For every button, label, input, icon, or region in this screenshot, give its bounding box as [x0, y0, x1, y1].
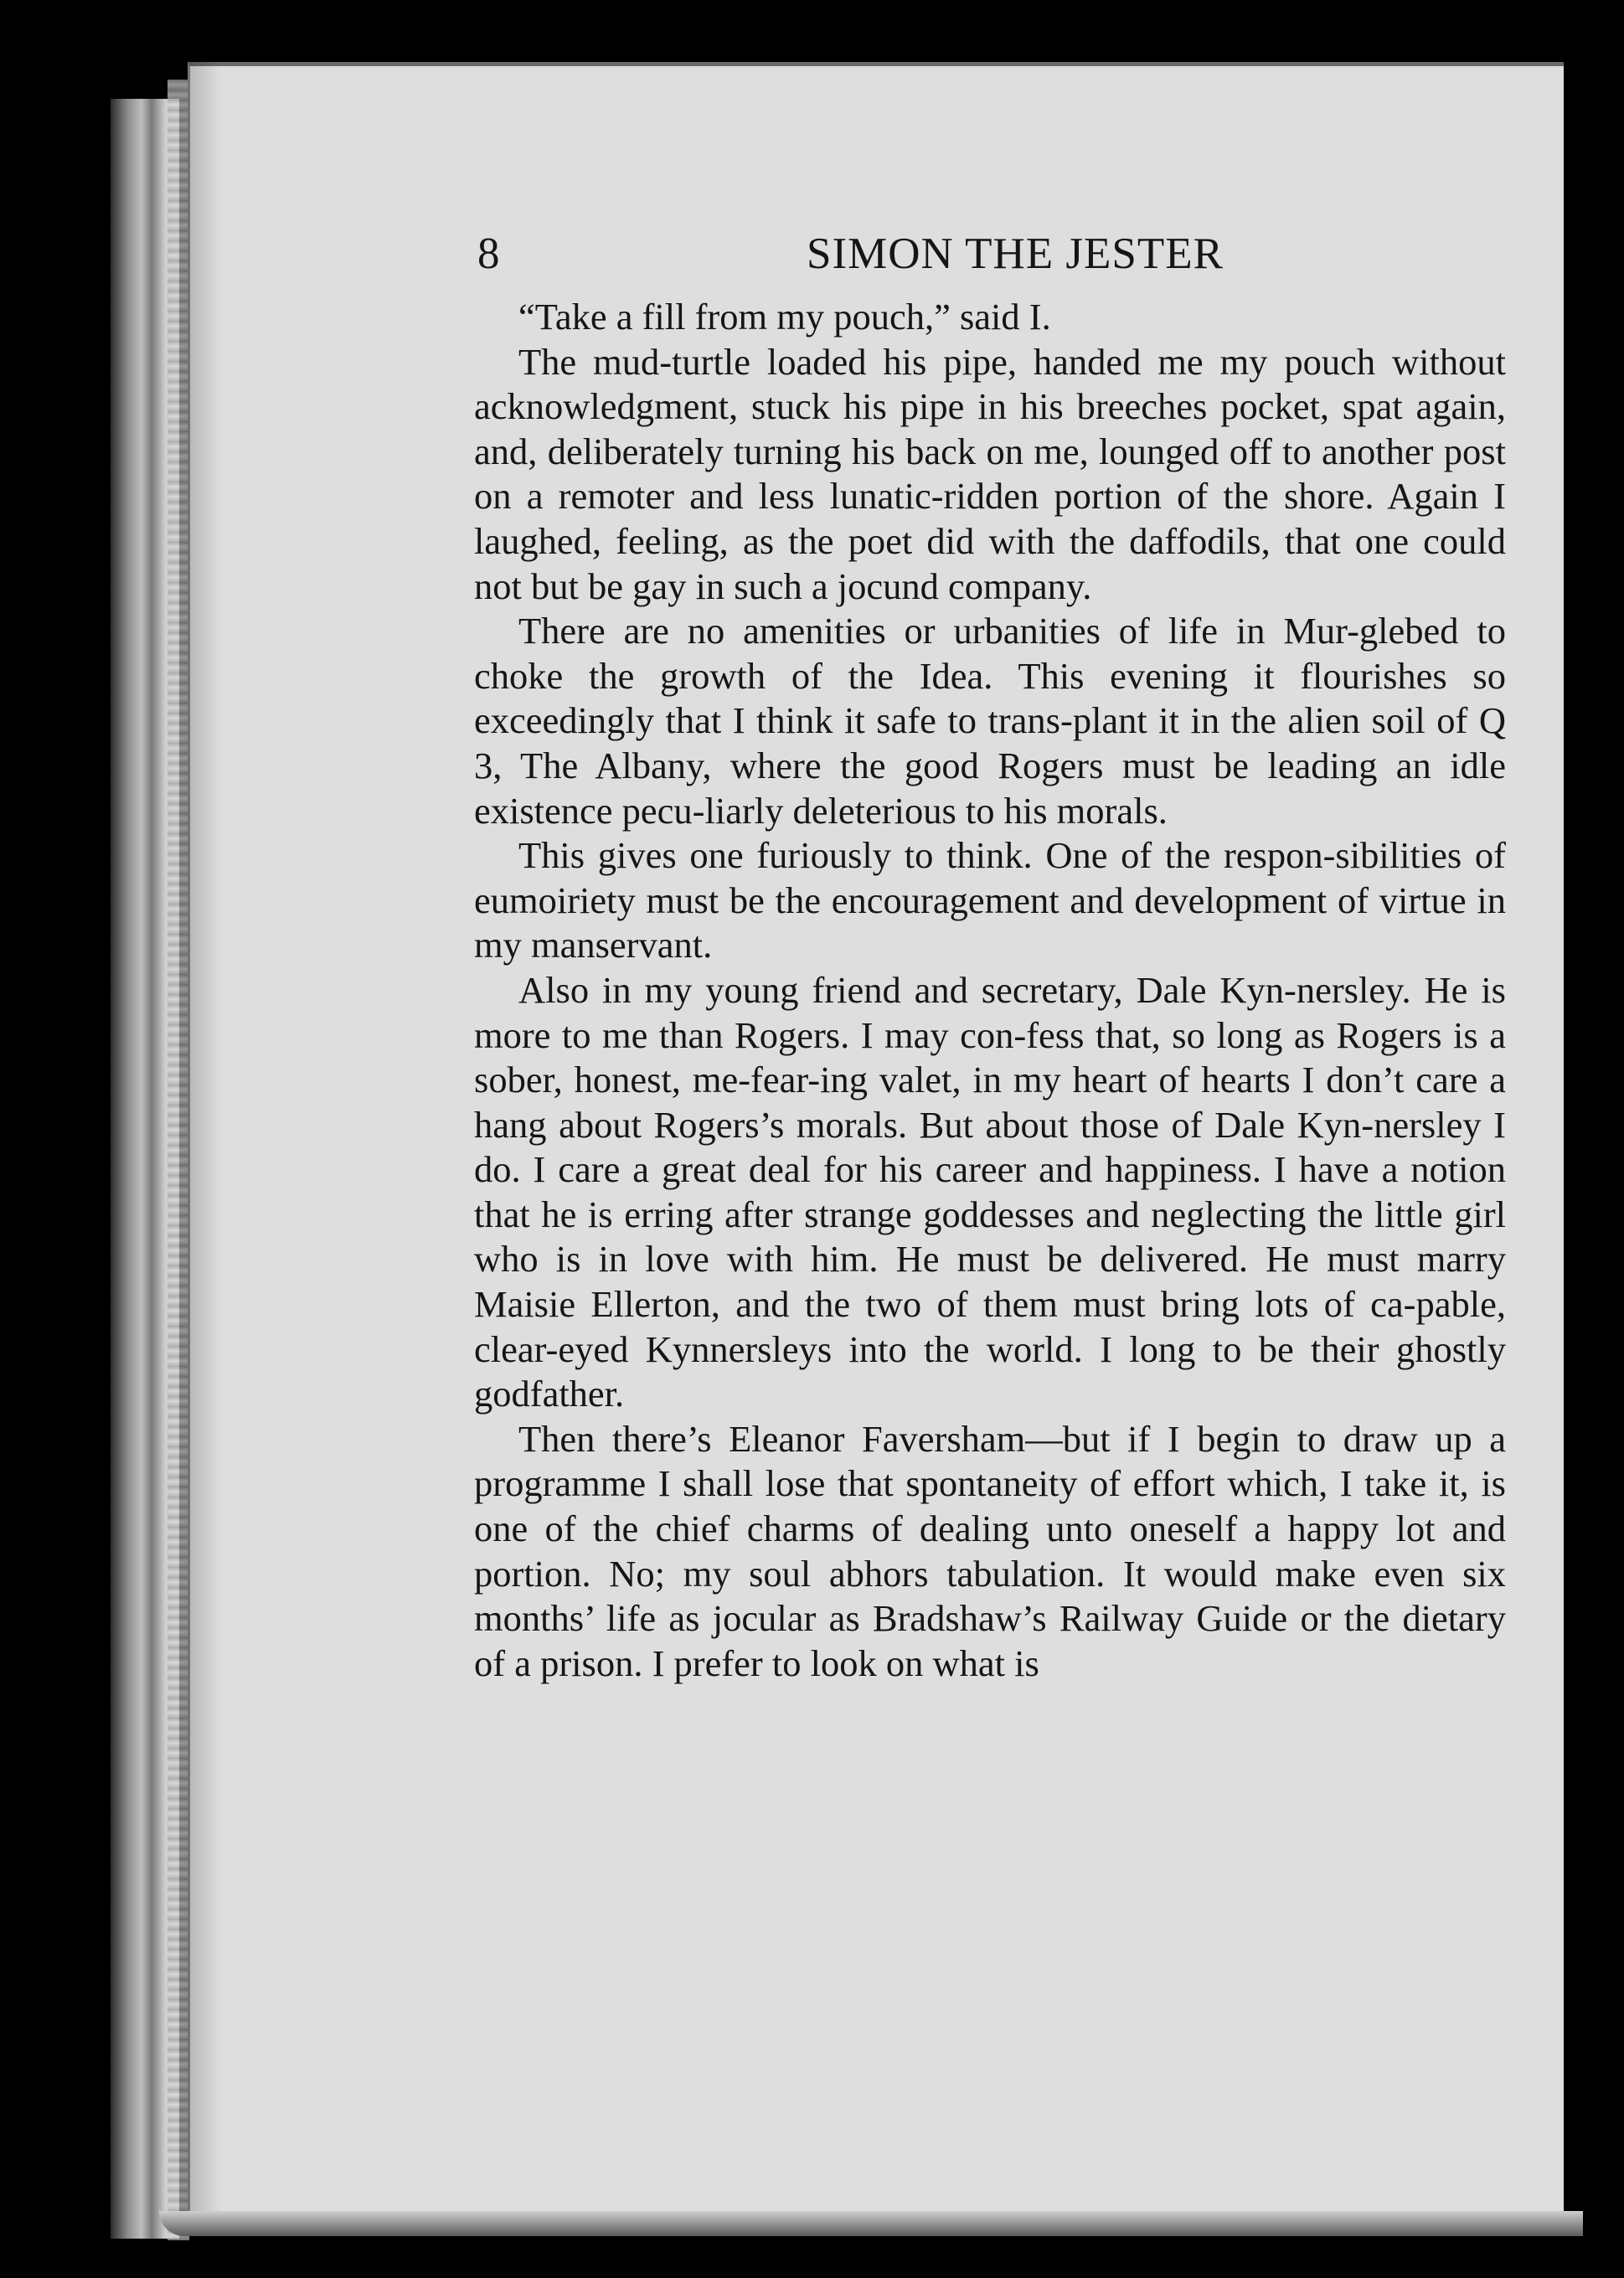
paragraph: The mud-turtle loaded his pipe, handed me my pouch without acknowledgment, stuck his pipe in his breeches pocket, spat again, and, deliberately turning his back on me, lounged off to another post on a remoter and less lunatic-ridden portion of the shore. Again I laughed, feeling, as the poet did with the daffodils, that one could not but be gay in such a jocund company.: [474, 340, 1506, 607]
text-block: [474, 224, 1506, 1686]
running-head: [474, 224, 1506, 283]
book-title: SIMON THE JESTER: [807, 229, 1224, 278]
paragraph: Also in my young friend and secretary, Dale Kyn-nersley. He is more to me than Rogers. I may con-fess that, so long as Rogers is a sober, honest, me-fear-ing valet, in my heart of hearts I don’t care a hang about Rogers’s morals. But about those of Dale Kyn-nersley I do. I care a great deal for his career and happiness. I have a notion that he is erring after strange goddesses and neglecting the little girl who is in love with him. He must be delivered. He must marry Maisie Ellerton, and the two of them must bring lots of ca-pable, clear-eyed Kynnersleys into the world. I long to be their ghostly godfather.: [474, 968, 1506, 1415]
paragraph: There are no amenities or urbanities of life in Mur-glebed to choke the growth of the Idea. This evening it flourishes so exceedingly that I think it safe to trans-plant it in the alien soil of Q 3, The Albany, where the good Rogers must be leading an idle existence pecu-liarly deleterious to his morals.: [474, 610, 1506, 832]
page-number: 8: [477, 229, 500, 278]
gutter-shadow: [188, 62, 221, 2231]
paragraph: This gives one furiously to think. One of the respon-sibilities of eumoiriety must be the encouragement and development of virtue in my manservant.: [474, 834, 1506, 966]
body-text: [474, 295, 1506, 1686]
page-edge-stack: [168, 80, 189, 2240]
page-bottom-edge: [159, 2211, 1583, 2236]
paragraph: Then there’s Eleanor Faversham—but if I begin to draw up a programme I shall lose that spontaneity of effort which, I take it, is one of the chief charms of dealing unto oneself a happy lot and portion. No; my soul abhors tabulation. It would make even six months’ life as jocular as Bradshaw’s Railway Guide or the dietary of a prison. I prefer to look on what is: [474, 1417, 1506, 1684]
paragraph: “Take a fill from my pouch,” said I.: [518, 296, 1051, 338]
